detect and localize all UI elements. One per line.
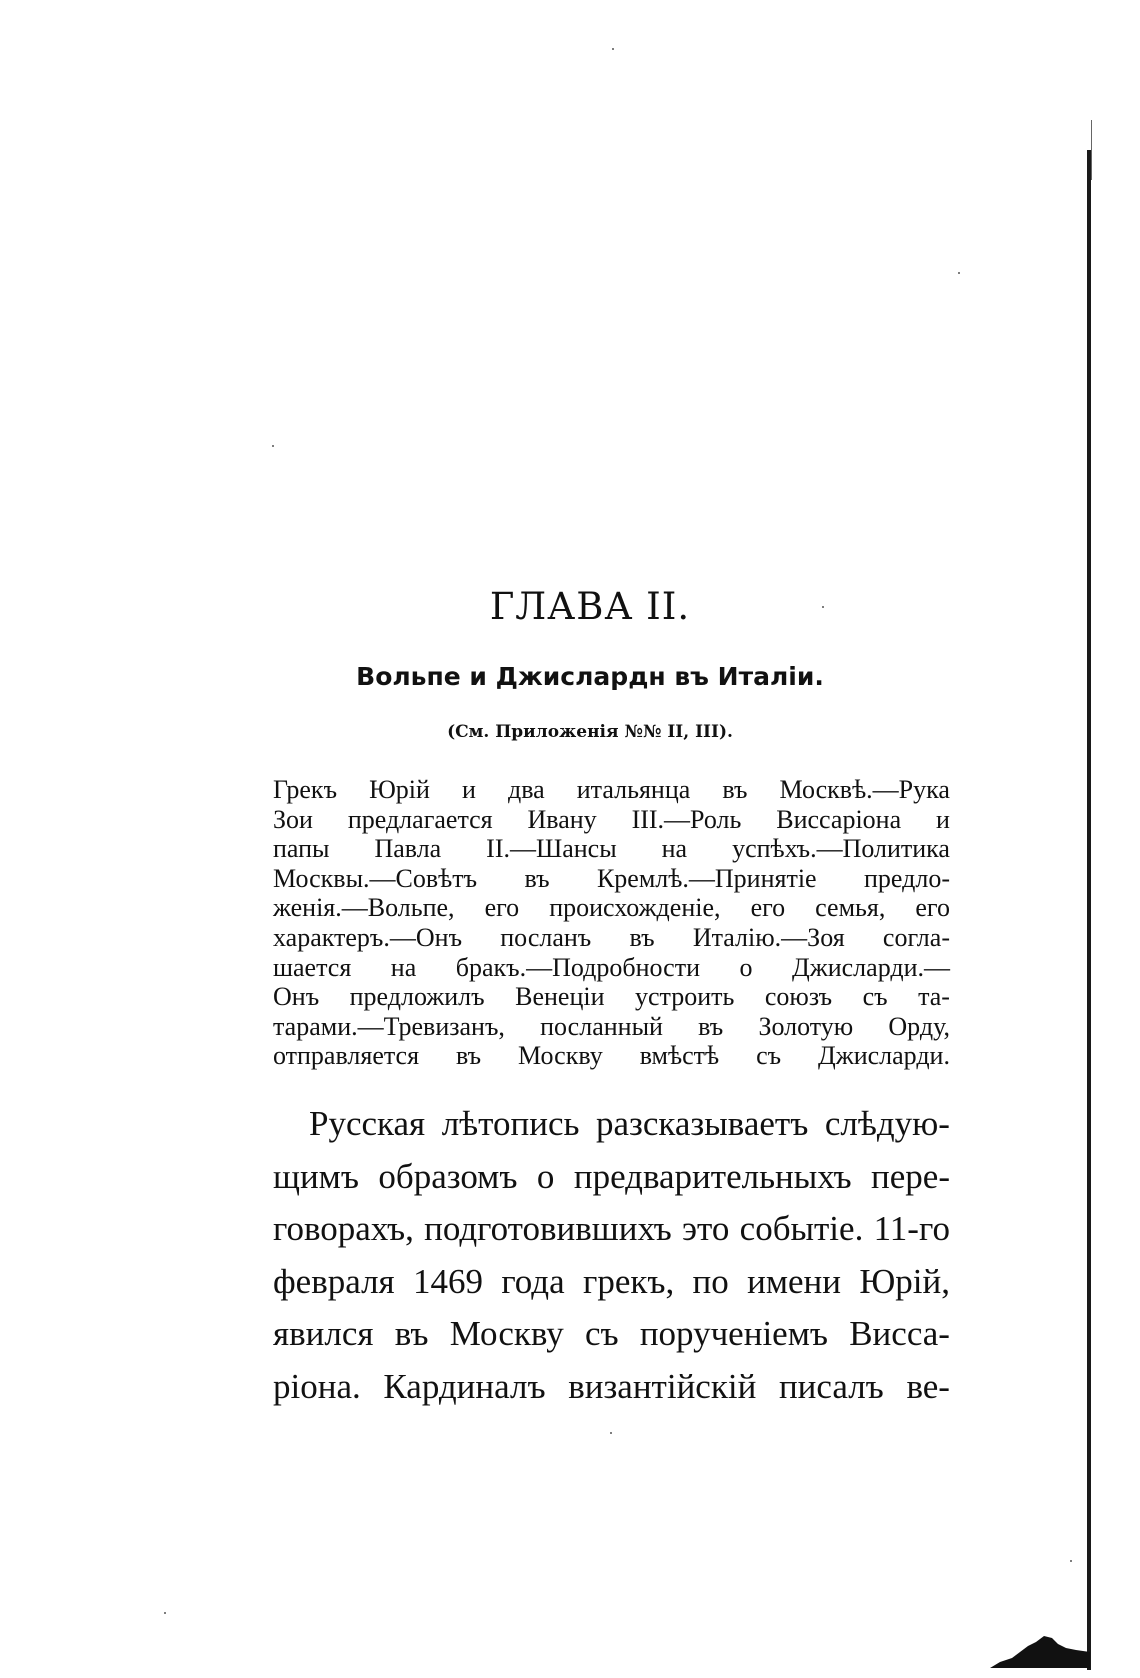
word: Юрій	[369, 775, 430, 804]
word: Москву	[449, 1314, 564, 1353]
body-line	[273, 1203, 950, 1256]
word: успѣхъ.—Политика	[732, 834, 950, 864]
word: посланный	[540, 1011, 663, 1041]
word: Павла	[374, 834, 442, 864]
word: Юрій,	[859, 1261, 950, 1301]
word: говорахъ,	[273, 1209, 414, 1248]
word: февраля	[273, 1261, 395, 1301]
summary-line	[273, 923, 950, 953]
word: Кардиналъ	[383, 1366, 546, 1406]
word: событіе.	[739, 1209, 864, 1248]
word: 1469	[412, 1261, 483, 1301]
word: пере-	[871, 1156, 950, 1196]
summary-line	[273, 953, 950, 983]
word: Италію.—Зоя	[692, 922, 845, 952]
word: писалъ	[778, 1366, 884, 1406]
word: предло-	[864, 863, 950, 893]
word: съ	[756, 1041, 782, 1071]
word: 11-го	[873, 1209, 950, 1248]
word: порученіемъ	[639, 1314, 828, 1353]
word: итальянца	[576, 775, 691, 804]
word: Зои	[273, 804, 313, 834]
word: въ	[722, 775, 748, 804]
word: Москвы.—Совѣтъ	[273, 863, 478, 893]
word: происхожденіе,	[549, 893, 721, 923]
summary-line	[273, 834, 950, 864]
word: слѣдую-	[824, 1104, 950, 1143]
word: характеръ.—Онъ	[273, 922, 463, 952]
word: ве-	[906, 1366, 950, 1406]
body-line	[273, 1256, 950, 1309]
word: на	[390, 952, 417, 982]
word: предложилъ	[349, 982, 485, 1012]
word: вмѣстѣ	[639, 1041, 720, 1071]
word: Грекъ	[273, 775, 338, 804]
word: въ	[394, 1314, 429, 1353]
word: въ	[456, 1041, 482, 1071]
word: Джиcларди.	[818, 1041, 950, 1071]
scan-speck	[272, 445, 274, 447]
word: III.—Роль	[631, 804, 742, 834]
word: устроить	[635, 982, 735, 1012]
word: Ивану	[527, 804, 597, 834]
word: о	[536, 1156, 555, 1196]
word: союзъ	[764, 982, 833, 1012]
word: Москву	[518, 1041, 603, 1071]
word: явился	[273, 1314, 374, 1353]
word: II.—Шансы	[486, 834, 617, 864]
word: Онъ	[273, 982, 320, 1012]
word: подготовившихъ	[424, 1209, 672, 1248]
summary-line	[273, 982, 950, 1012]
scan-edge-line-thin	[1091, 120, 1092, 180]
word: Орду,	[888, 1011, 950, 1041]
word: его	[484, 893, 520, 923]
word: Венеціи	[515, 982, 605, 1012]
scan-speck	[610, 1432, 612, 1434]
word: его	[915, 893, 950, 923]
word: византійскій	[568, 1366, 757, 1406]
word: года	[501, 1261, 565, 1301]
body-line	[273, 1151, 950, 1204]
word: Русская	[309, 1104, 426, 1143]
word: папы	[273, 834, 330, 864]
word: шается	[273, 952, 352, 982]
word: съ	[862, 982, 888, 1012]
word: и	[936, 804, 950, 834]
word: два	[508, 775, 545, 804]
scan-speck	[1070, 1560, 1072, 1562]
body-line	[273, 1308, 950, 1361]
word: ріона.	[273, 1366, 361, 1406]
word: согла-	[882, 922, 950, 952]
word: его	[750, 893, 786, 923]
word: Виссаріона	[776, 804, 902, 834]
scan-speck	[958, 272, 960, 274]
word: образомъ	[378, 1156, 518, 1196]
word: на	[661, 834, 688, 864]
word: о	[739, 952, 753, 982]
word: это	[682, 1209, 730, 1248]
word: Кремлѣ.—Принятіе	[596, 863, 817, 893]
word: имени	[747, 1261, 841, 1301]
word: лѣтопись	[441, 1104, 580, 1143]
body-paragraph	[273, 1098, 950, 1413]
word: разсказываетъ	[596, 1104, 809, 1143]
scan-edge-blob	[990, 1628, 1090, 1668]
chapter-subtitle: Вольпе и Джислардн въ Италіи.	[356, 662, 824, 691]
word: предварительныхъ	[573, 1156, 852, 1196]
body-line	[273, 1361, 950, 1414]
word: въ	[698, 1011, 724, 1041]
summary-line	[273, 1012, 950, 1042]
summary-line	[273, 775, 950, 805]
scan-edge-line	[1087, 150, 1091, 1670]
word: посланъ	[500, 922, 592, 952]
chapter-summary	[273, 775, 950, 1071]
word: Москвѣ.—Рука	[779, 775, 950, 804]
word: грекъ,	[582, 1261, 675, 1301]
word: щимъ	[273, 1156, 359, 1196]
word: Джиcларди.—	[792, 952, 950, 982]
word: въ	[524, 863, 550, 893]
summary-line	[273, 893, 950, 923]
summary-line	[273, 864, 950, 894]
scan-speck	[164, 1612, 166, 1614]
word: Висса-	[849, 1314, 950, 1353]
summary-line	[273, 805, 950, 835]
word: тарами.—Тревизанъ,	[273, 1011, 505, 1041]
word: по	[692, 1261, 729, 1301]
word: съ	[584, 1314, 619, 1353]
word: та-	[918, 982, 950, 1012]
summary-line	[273, 1041, 950, 1071]
word: и	[462, 775, 476, 804]
word: предлагается	[347, 804, 493, 834]
chapter-title: ГЛАВА II.	[489, 585, 691, 628]
scan-speck	[612, 48, 614, 50]
word: отправляется	[273, 1041, 420, 1071]
word: въ	[629, 922, 655, 952]
body-line	[273, 1098, 950, 1151]
word: женія.—Вольпе,	[273, 893, 455, 923]
chapter-reference: (См. Приложенія №№ II, III).	[447, 722, 733, 742]
word: бракъ.—Подробности	[455, 952, 700, 982]
word: семья,	[815, 893, 886, 923]
word: Золотую	[758, 1011, 854, 1041]
